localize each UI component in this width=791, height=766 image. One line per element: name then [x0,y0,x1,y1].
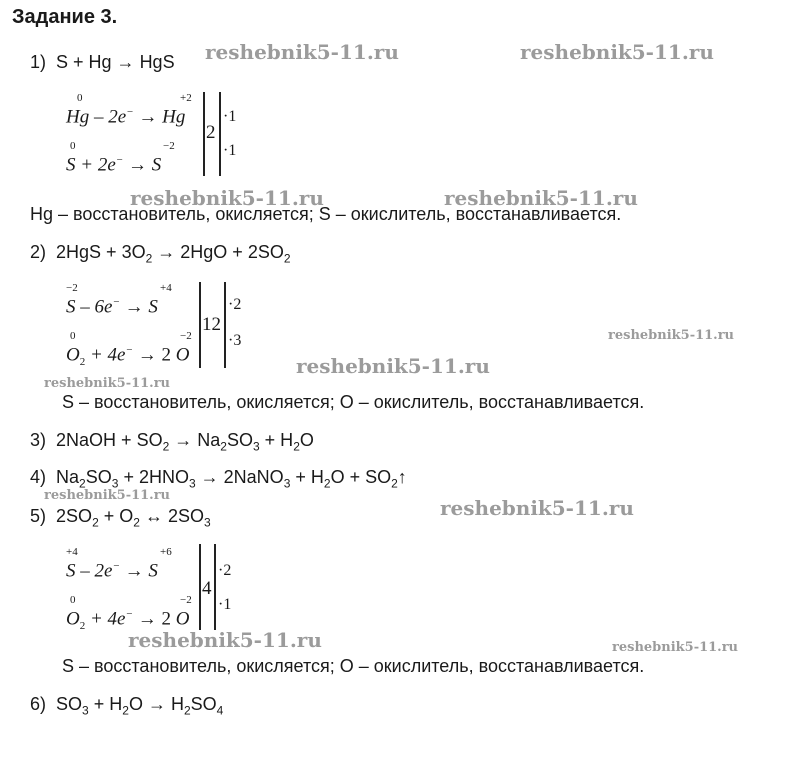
divider-line [199,544,201,630]
item-2: 2) $2HgS + 3O_2 \to 2HgO + 2SO_2$ [30,242,291,266]
item-1 [30,52,175,73]
item-6: 6) $SO_3 + H_2O \to H_2SO_4$ [30,694,224,718]
half-reaction: $O_2 + 4e^- \to 2$ O [66,608,190,633]
oxidation-state: +4 [66,546,78,558]
oxidation-state: −2 [180,594,192,606]
oxidation-state: 0 [70,330,76,342]
divider-line [219,92,221,176]
half-reaction: $O_2 + 4e^- \to 2$ O [66,344,190,369]
item-number: 6) [30,694,47,714]
watermark: reshebnik5-11.ru [205,40,399,64]
watermark: reshebnik5-11.ru [44,488,171,503]
oxidation-state: +2 [180,92,192,104]
item-number: 2) [30,242,47,262]
half-reaction: S – 6e− → S [66,296,158,318]
lcm-value: 2 [206,122,216,143]
item-number: 4) [30,467,47,487]
watermark: reshebnik5-11.ru [608,328,735,343]
coefficient: ·1 [223,142,237,159]
divider-line [199,282,201,368]
half-reaction: S – 2e− → S [66,560,158,582]
watermark: reshebnik5-11.ru [444,186,638,210]
coefficient: ·1 [218,596,232,613]
task-title: Задание 3. [12,6,118,28]
watermark: reshebnik5-11.ru [520,40,714,64]
item-5: 5) $2SO_2 + O_2$ ↔ $2SO_3$ [30,506,211,530]
oxidation-state: 0 [70,140,76,152]
coefficient: ·2 [228,296,242,313]
divider-line [214,544,216,630]
conclusion-3: S – восстановитель, окисляется; O – окислитель, восстанавливается. [62,656,645,676]
oxidation-state: +6 [160,546,172,558]
conclusion-1: Hg – восстановитель, окисляется; S – окислитель, восстанавливается. [30,204,622,224]
coefficient: ·1 [223,108,237,125]
watermark: reshebnik5-11.ru [440,496,634,520]
coefficient: ·3 [228,332,242,349]
oxidation-state: 0 [70,594,76,606]
item-4: 4) $Na_2SO_3 + 2HNO_3$ → 2NaNO$_3$ + $H_2O$ + $SO_2↑$ [30,467,407,491]
half-reaction: Hg – 2e− → Hg [66,106,186,128]
oxidation-state: −2 [180,330,192,342]
equation: S + Hg → HgS [56,52,175,72]
item-number: 1) [30,52,47,72]
lcm-value: 4 [202,578,212,599]
oxidation-state: −2 [163,140,175,152]
coefficient: ·2 [218,562,232,579]
watermark: reshebnik5-11.ru [128,628,322,652]
divider-line [224,282,226,368]
lcm-value: 12 [202,314,221,335]
item-number: 3) [30,430,47,450]
oxidation-state: +4 [160,282,172,294]
oxidation-state: 0 [77,92,83,104]
oxidation-state: −2 [66,282,78,294]
half-reaction: S + 2e− → S [66,154,162,176]
divider-line [203,92,205,176]
watermark: reshebnik5-11.ru [130,186,324,210]
watermark: reshebnik5-11.ru [44,376,171,391]
watermark: reshebnik5-11.ru [612,640,739,655]
item-3: 3) 2NaOH + $SO_2 \to Na_2SO_3 + H_2O$ [30,430,314,454]
watermark: reshebnik5-11.ru [296,354,490,378]
conclusion-2: S – восстановитель, окисляется; O – окислитель, восстанавливается. [62,392,645,412]
item-number: 5) [30,506,47,526]
